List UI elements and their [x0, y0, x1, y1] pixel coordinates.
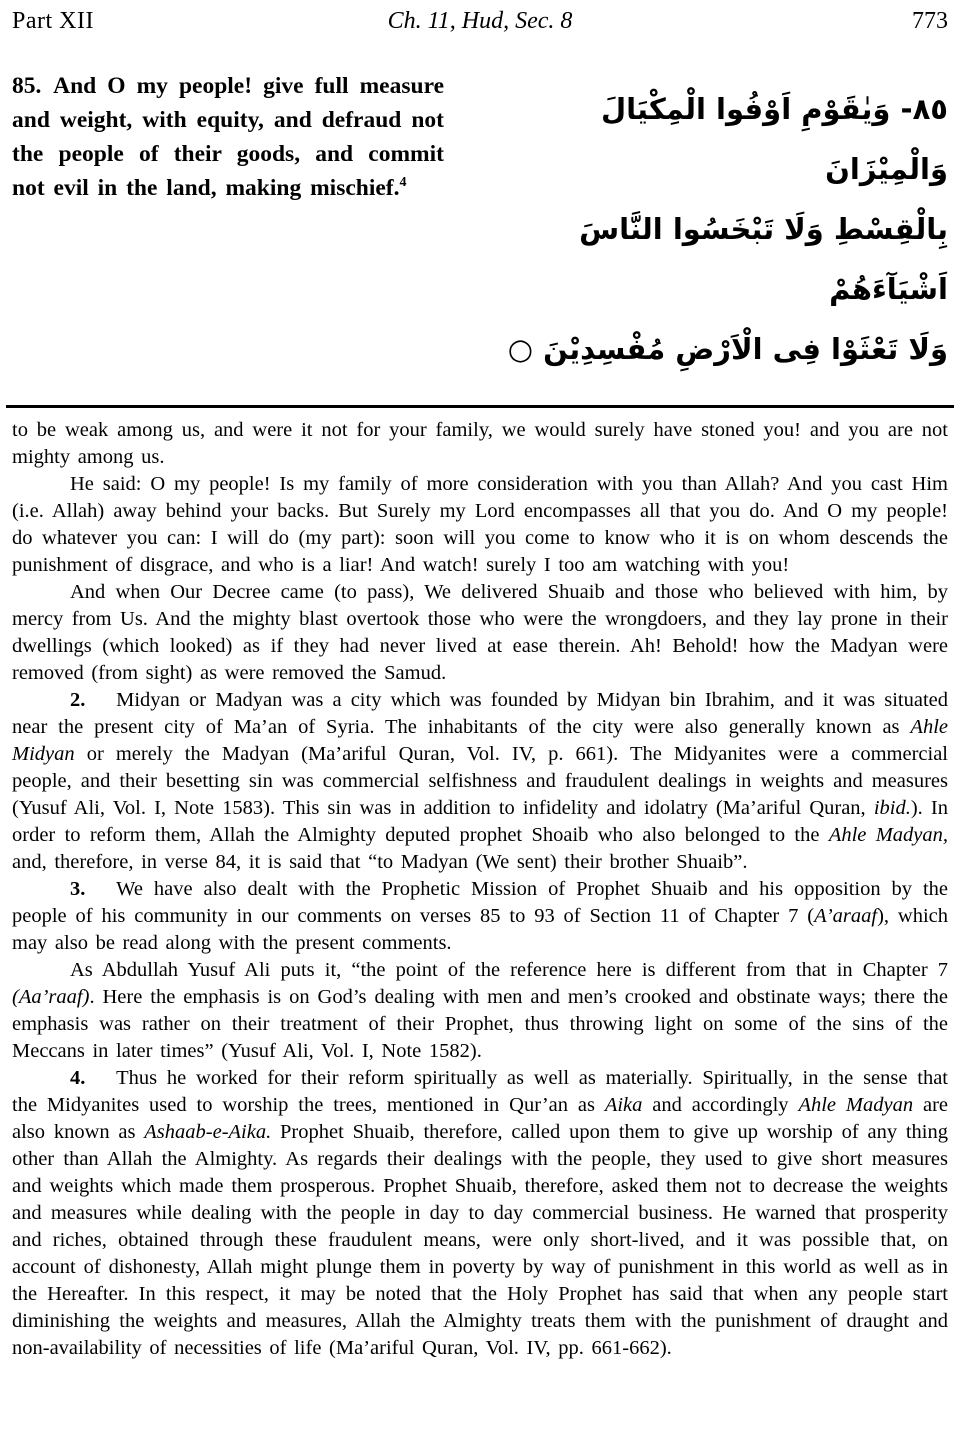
text-segment: are also known as	[12, 1094, 949, 1143]
paragraph	[12, 471, 948, 579]
paragraph	[12, 579, 948, 687]
text-segment: Aika	[604, 1094, 643, 1116]
text-segment: . Here the emphasis is on God’s dealing with men and men’s crooked and obstinate ways; there the emphasis was rather on their treatment of their Prophet, thus throwing light on some of the sins of the Meccans in later times” (Yusuf Ali, Vol. I, Note 1582).	[12, 986, 948, 1062]
text-segment: Midyan or Madyan was a city which was founded by Midyan bin Ibrahim, and it was situated near the present city of Ma’an of Syria. The inhabitants of the city were also generally known as	[12, 689, 948, 738]
page-number: 773	[912, 8, 948, 34]
text-segment: or merely the Madyan (Ma’ariful Quran, Vol. IV, p. 661). The Midyanites were a commercial people, and their besetting sin was commercial selfishness and fraudulent dealings in weights and measures (Yusuf Ali, Vol. I, Note 1583). This sin was in addition to infidelity and idolatry (Ma’ariful Quran,	[12, 743, 948, 819]
page-header	[12, 8, 948, 35]
verse-block	[12, 69, 948, 379]
text-segment: Ashaab-e-Aika.	[144, 1121, 272, 1143]
verse-footnote-ref: 4	[399, 175, 407, 191]
divider-rule	[6, 405, 954, 408]
text-segment: and accordingly	[642, 1094, 799, 1116]
text-segment: We have also dealt with the Prophetic Mission of Prophet Shuaib and his opposition by the people of his community in our comments on verses 85 to 93 of Section 11 of Chapter 7 (	[12, 878, 948, 927]
text-segment: Ahle Madyan,	[828, 824, 949, 846]
text-segment: and, therefore, in verse 84, it is said that “to Madyan (We sent) their brother Shuaib”.	[12, 851, 748, 873]
text-segment: Ahle Midyan	[12, 716, 948, 765]
chapter-heading: Ch. 11, Hud, Sec. 8	[387, 8, 573, 34]
paragraph	[12, 876, 948, 957]
text-segment: (Aa’raaf)	[12, 986, 90, 1008]
verse-arabic-text	[472, 69, 948, 379]
arabic-line: بِالْقِسْطِ وَلَا تَبْخَسُوا النَّاسَ اَشْيَآءَهُمْ	[579, 212, 948, 306]
text-segment: Thus he worked for their reform spiritually as well as materially. Spiritually, in the sense that the Midyanites used to worship the trees, mentioned in Qur’an as	[12, 1067, 948, 1116]
paragraph	[12, 417, 948, 471]
text-segment: Prophet Shuaib, therefore, called upon them to give up worship of any thing other than Allah the Almighty. As regards their dealings with the people, they used to give short measures and weights which made them prosperous. Prophet Shuaib, therefore, asked them not to decrease the weights and measures while dealing with the people in day to day commercial business. He warned that prosperity and riches, obtained through these fraudulent means, were only short-lived, and it was possible that, on account of dishonesty, Allah might plunge them in poverty by way of punishment in this world as well as in the Hereafter. In this respect, it may be noted that the Holy Prophet has said that when any people start diminishing the weights and measures, Allah the Almighty treats them with the punishment of draught and non-availability of necessities of life (Ma’ariful Quran, Vol. IV, pp. 661-662).	[12, 1121, 948, 1359]
text-segment: Ahle Madyan	[798, 1094, 914, 1116]
text-segment: And when Our Decree came (to pass), We delivered Shuaib and those who believed with him, by mercy from Us. And the mighty blast overtook those who were the wrongdoers, and they lay prone in their dwellings (which looked) as if they had never lived at ease therein. Ah! Behold! how the Madyan were removed (from sight) as were removed the Samud.	[12, 581, 948, 684]
paragraph	[12, 957, 948, 1065]
text-segment: ). In order to reform them, Allah the Almighty deputed prophet Shoaib who also belonged to the	[12, 797, 948, 846]
verse-english-text	[12, 69, 444, 379]
text-segment: He said: O my people! Is my family of more consideration with you than Allah? And you cast Him (i.e. Allah) away behind your backs. But Surely my Lord encompasses all that you do. And O my people! do whatever you can: I will do (my part): soon will you come to know who it is on whom descends the punishment of disgrace, and who is a liar! And watch! surely I too am watching with you!	[12, 473, 948, 576]
text-segment: 2.	[70, 689, 86, 711]
part-label: Part XII	[12, 8, 94, 34]
text-segment: ), which may also be read along with the present comments.	[12, 905, 948, 954]
text-segment: to be weak among us, and were it not for your family, we would surely have stoned you! and you are not mighty among us.	[12, 419, 948, 468]
arabic-line: وَلَا تَعْثَوْا فِى الْاَرْضِ مُفْسِدِيْنَ ○	[507, 332, 948, 366]
paragraph	[12, 687, 948, 876]
text-segment: 4.	[70, 1067, 86, 1089]
text-segment: ibid.	[873, 797, 911, 819]
verse-english-body: 85. And O my people! give full measure and weight, with equity, and defraud not the people of their goods, and commit not evil in the land, making mischief.	[12, 73, 444, 201]
paragraph	[12, 1065, 948, 1362]
text-segment: 3.	[70, 878, 86, 900]
commentary-body	[12, 417, 948, 1362]
text-segment: As Abdullah Yusuf Ali puts it, “the point of the reference here is different from that in Chapter 7	[70, 959, 948, 981]
arabic-line: ٨٥- وَيٰقَوْمِ اَوْفُوا الْمِكْيَالَ وَالْمِيْزَانَ	[600, 92, 948, 186]
text-segment: A’araaf	[814, 905, 878, 927]
